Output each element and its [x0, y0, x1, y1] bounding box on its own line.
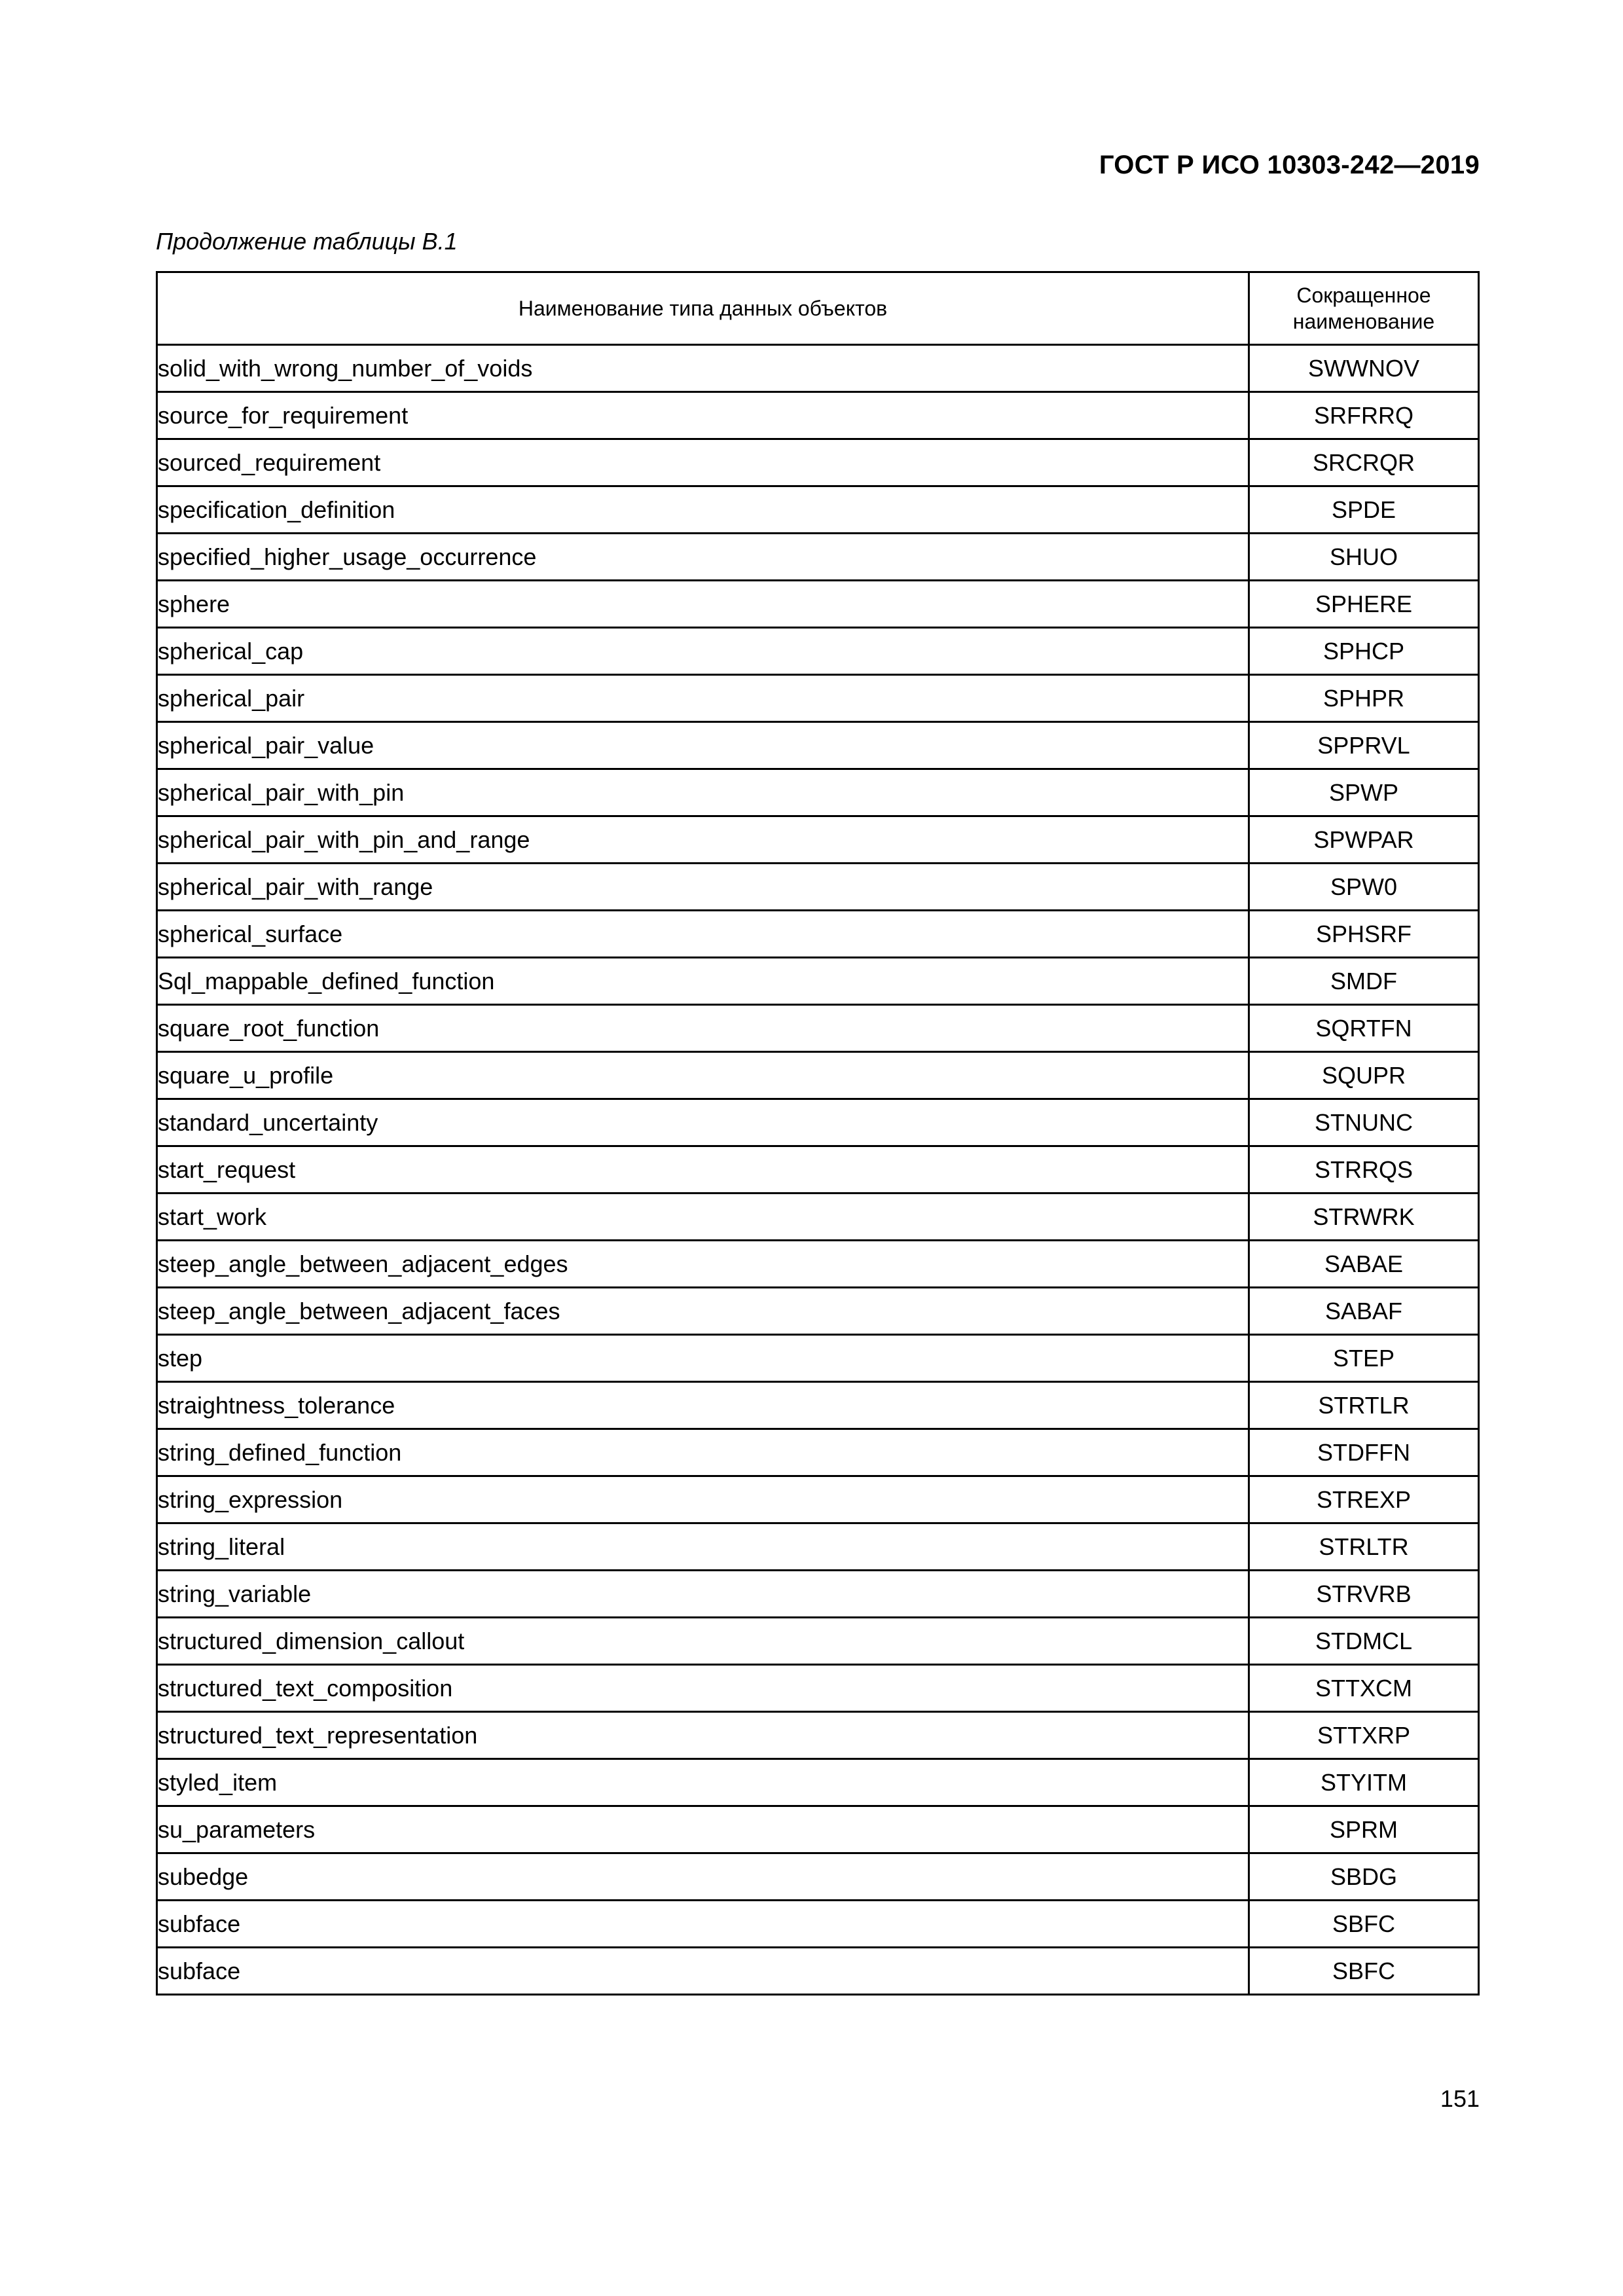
short-name-cell: STREXP: [1249, 1476, 1479, 1523]
page-number: 151: [1440, 2085, 1480, 2112]
entity-name-cell: string_expression: [157, 1476, 1249, 1523]
entity-name-cell: spherical_pair: [157, 675, 1249, 722]
entity-name-cell: source_for_requirement: [157, 392, 1249, 439]
entity-name-cell: start_request: [157, 1146, 1249, 1194]
entity-name-cell: solid_with_wrong_number_of_voids: [157, 345, 1249, 392]
entity-name-cell: spherical_pair_with_range: [157, 864, 1249, 911]
table-row: [157, 675, 1479, 722]
entity-name-cell: specification_definition: [157, 486, 1249, 534]
table-row: [157, 1853, 1479, 1901]
table-row: [157, 1382, 1479, 1429]
table-row: [157, 1806, 1479, 1853]
short-name-cell: STRLTR: [1249, 1523, 1479, 1571]
table-row: [157, 1335, 1479, 1382]
column-header-short-name-line2: наименование: [1292, 310, 1435, 333]
short-name-cell: STDFFN: [1249, 1429, 1479, 1476]
table-row: [157, 1618, 1479, 1665]
short-name-cell: SPHERE: [1249, 581, 1479, 628]
short-name-cell: STYITM: [1249, 1759, 1479, 1806]
short-name-cell: SPPRVL: [1249, 722, 1479, 769]
table-row: [157, 722, 1479, 769]
entity-name-cell: string_defined_function: [157, 1429, 1249, 1476]
short-name-cell: SPWP: [1249, 769, 1479, 816]
entity-name-cell: subedge: [157, 1853, 1249, 1901]
short-name-cell: SPHSRF: [1249, 911, 1479, 958]
short-name-cell: STEP: [1249, 1335, 1479, 1382]
short-name-cell: SPWPAR: [1249, 816, 1479, 864]
short-name-cell: SPRM: [1249, 1806, 1479, 1853]
entity-name-cell: square_u_profile: [157, 1052, 1249, 1099]
entity-name-cell: su_parameters: [157, 1806, 1249, 1853]
short-name-cell: SRCRQR: [1249, 439, 1479, 486]
table-row: [157, 1005, 1479, 1052]
short-name-cell: STTXRP: [1249, 1712, 1479, 1759]
column-header-short-name-line1: Сокращенное: [1296, 283, 1431, 307]
entity-name-cell: spherical_pair_with_pin_and_range: [157, 816, 1249, 864]
entity-name-cell: subface: [157, 1901, 1249, 1948]
table-row: [157, 1052, 1479, 1099]
short-name-cell: SPHCP: [1249, 628, 1479, 675]
entity-name-cell: spherical_pair_value: [157, 722, 1249, 769]
table-row: [157, 1146, 1479, 1194]
entity-name-cell: sphere: [157, 581, 1249, 628]
table-header-row: [157, 272, 1479, 345]
short-name-cell: SQUPR: [1249, 1052, 1479, 1099]
short-name-cell: SABAF: [1249, 1288, 1479, 1335]
short-name-cell: STRTLR: [1249, 1382, 1479, 1429]
table-row: [157, 345, 1479, 392]
entity-name-cell: step: [157, 1335, 1249, 1382]
short-name-cell: STRWRK: [1249, 1194, 1479, 1241]
short-name-cell: STNUNC: [1249, 1099, 1479, 1146]
entity-name-cell: straightness_tolerance: [157, 1382, 1249, 1429]
table-row: [157, 1429, 1479, 1476]
entity-name-cell: Sql_mappable_defined_function: [157, 958, 1249, 1005]
short-name-cell: STDMCL: [1249, 1618, 1479, 1665]
table-row: [157, 1665, 1479, 1712]
entity-name-cell: steep_angle_between_adjacent_faces: [157, 1288, 1249, 1335]
short-name-cell: SRFRRQ: [1249, 392, 1479, 439]
table-row: [157, 911, 1479, 958]
short-name-cell: SHUO: [1249, 534, 1479, 581]
short-name-cell: SBFC: [1249, 1901, 1479, 1948]
short-name-cell: SPHPR: [1249, 675, 1479, 722]
entity-name-cell: sourced_requirement: [157, 439, 1249, 486]
entity-name-cell: structured_dimension_callout: [157, 1618, 1249, 1665]
short-name-cell: SBDG: [1249, 1853, 1479, 1901]
table-row: [157, 486, 1479, 534]
column-header-short-name: [1249, 272, 1479, 345]
table-row: [157, 769, 1479, 816]
short-name-cell: STRRQS: [1249, 1146, 1479, 1194]
entity-name-cell: structured_text_composition: [157, 1665, 1249, 1712]
table-row: [157, 1288, 1479, 1335]
short-name-cell: SABAE: [1249, 1241, 1479, 1288]
entity-name-cell: spherical_surface: [157, 911, 1249, 958]
table-body: [157, 345, 1479, 1995]
short-name-cell: SPDE: [1249, 486, 1479, 534]
table-row: [157, 1759, 1479, 1806]
table-row: [157, 816, 1479, 864]
table-row: [157, 1948, 1479, 1995]
entity-name-cell: string_variable: [157, 1571, 1249, 1618]
entity-name-cell: structured_text_representation: [157, 1712, 1249, 1759]
document-code-header: ГОСТ Р ИСО 10303-242—2019: [1099, 151, 1480, 179]
short-name-cell: STRVRB: [1249, 1571, 1479, 1618]
entity-name-cell: start_work: [157, 1194, 1249, 1241]
table-row: [157, 1099, 1479, 1146]
entity-name-cell: string_literal: [157, 1523, 1249, 1571]
table-row: [157, 1241, 1479, 1288]
entity-name-cell: square_root_function: [157, 1005, 1249, 1052]
entity-name-cell: spherical_pair_with_pin: [157, 769, 1249, 816]
table-row: [157, 958, 1479, 1005]
table-row: [157, 1523, 1479, 1571]
short-name-cell: STTXCM: [1249, 1665, 1479, 1712]
entity-name-cell: specified_higher_usage_occurrence: [157, 534, 1249, 581]
table-row: [157, 534, 1479, 581]
entity-name-cell: standard_uncertainty: [157, 1099, 1249, 1146]
table-row: [157, 1901, 1479, 1948]
short-name-cell: SBFC: [1249, 1948, 1479, 1995]
short-name-cell: SMDF: [1249, 958, 1479, 1005]
entity-name-cell: styled_item: [157, 1759, 1249, 1806]
table-row: [157, 1571, 1479, 1618]
short-name-cell: SWWNOV: [1249, 345, 1479, 392]
short-name-cell: SQRTFN: [1249, 1005, 1479, 1052]
entity-name-cell: subface: [157, 1948, 1249, 1995]
table-row: [157, 392, 1479, 439]
table-row: [157, 864, 1479, 911]
entity-abbreviation-table: [156, 271, 1480, 1995]
table-row: [157, 581, 1479, 628]
table-row: [157, 439, 1479, 486]
entity-name-cell: spherical_cap: [157, 628, 1249, 675]
column-header-entity-name: Наименование типа данных объектов: [157, 272, 1249, 345]
table-continuation-caption: Продолжение таблицы В.1: [156, 228, 458, 255]
table-row: [157, 1476, 1479, 1523]
table-row: [157, 628, 1479, 675]
entity-name-cell: steep_angle_between_adjacent_edges: [157, 1241, 1249, 1288]
table-row: [157, 1194, 1479, 1241]
table-row: [157, 1712, 1479, 1759]
short-name-cell: SPW0: [1249, 864, 1479, 911]
